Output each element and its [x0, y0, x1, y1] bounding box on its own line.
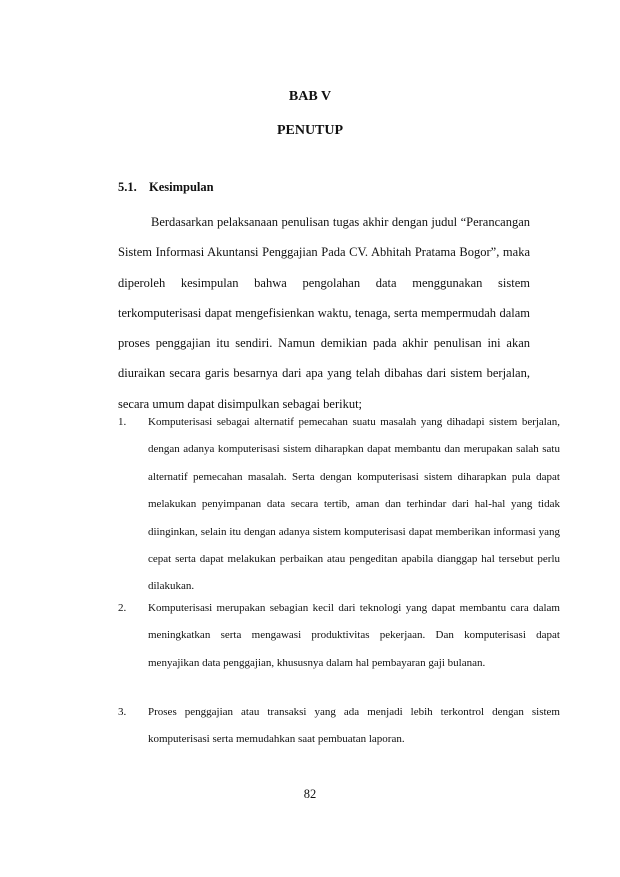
list-item [118, 699, 560, 754]
intro-paragraph: Berdasarkan pelaksanaan penulisan tugas akhir dengan judul “Perancangan Sistem Informasi Akuntansi Penggajian Pada CV. Abhitah Pratama Bogor”, maka diperoleh kesimpulan bahwa pengolahan data menggunakan sistem terkomputerisasi dapat mengefisienkan waktu, tenaga, serta mempermudah dalam proses penggajian itu sendiri. Namun demikian pada akhir penulisan ini akan diuraikan secara garis besarnya dari apa yang telah dibahas dari sistem berjalan, secara umum dapat disimpulkan sebagai berikut; [118, 215, 530, 411]
section-title: Kesimpulan [149, 180, 214, 194]
list-item-text: Komputerisasi sebagai alternatif pemecahan suatu masalah yang dihadapi sistem berjalan, dengan adanya komputerisasi sistem diharapkan dapat membantu dan merupakan salah satu alternatif pemecahan masalah. Serta dengan komputerisasi sistem diharapkan pula dapat melakukan penyimpanan data secara tertib, aman dan terhindar dari hal-hal yang tidak diinginkan, selain itu dengan adanya sistem komputerisasi dapat memberikan informasi yang cepat serta dapat melakukan perbaikan atau pengeditan apabila dianggap hal tersebut perlu dilakukan. [148, 416, 560, 593]
list-item-text: Proses penggajian atau transaksi yang ada menjadi lebih terkontrol dengan sistem komputerisasi serta memudahkan saat pembuatan laporan. [148, 706, 560, 746]
chapter-title: PENUTUP [276, 123, 344, 138]
list-item [118, 595, 560, 677]
section-number: 5.1. [118, 180, 137, 194]
list-item [118, 409, 560, 601]
list-item-marker: 1. [118, 416, 127, 428]
page-number: 82 [303, 787, 317, 801]
list-item-marker: 2. [118, 602, 127, 614]
list-item-text: Komputerisasi merupakan sebagian kecil dari teknologi yang dapat membantu cara dalam meningkatkan serta mengawasi produktivitas pekerjaan. Dan komputerisasi dapat menyajikan data penggajian, khususnya dalam hal pembayaran gaji bulanan. [148, 602, 560, 669]
list-item-marker: 3. [118, 706, 127, 718]
section-heading [118, 180, 214, 195]
chapter-number: BAB V [288, 89, 332, 104]
